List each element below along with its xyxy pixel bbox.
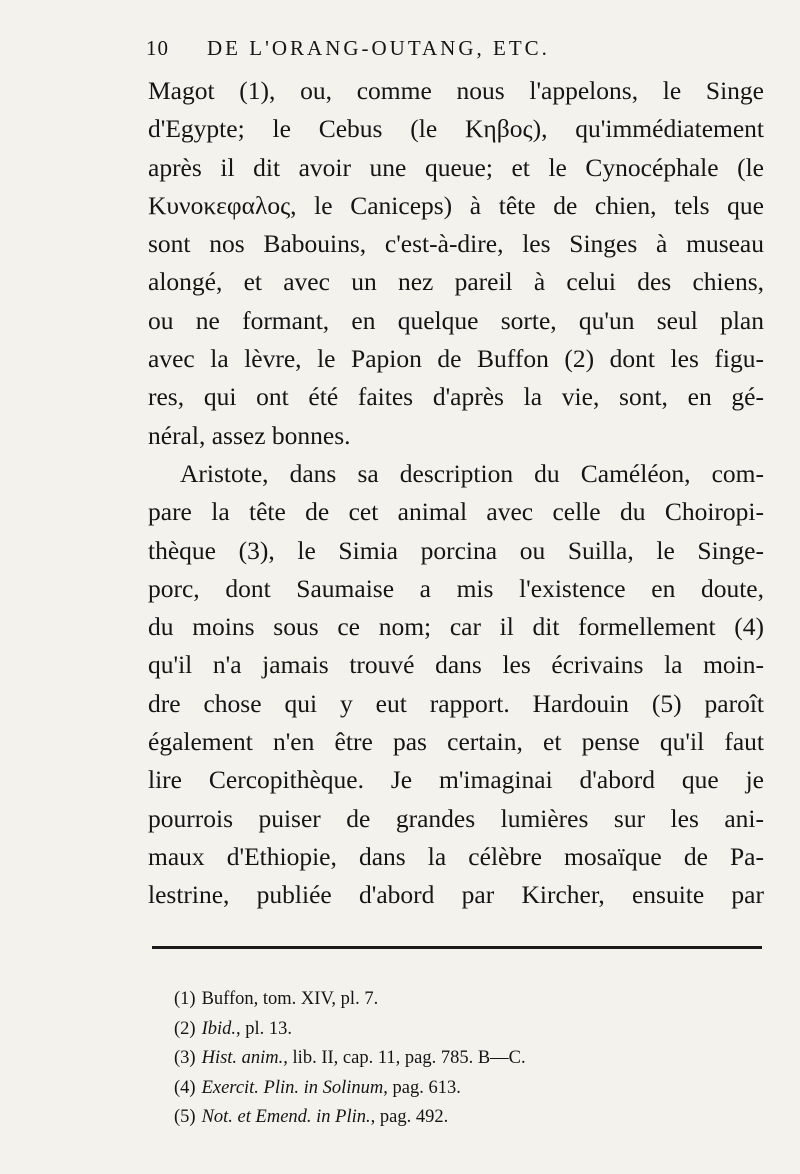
running-header: [146, 36, 766, 64]
text-line: également n'en être pas certain, et pense qu'il faut: [148, 727, 764, 757]
footnote: [174, 1044, 734, 1074]
text-line: d'Egypte; le Cebus (le Κηβος), qu'immédiatement: [148, 114, 764, 144]
footnote-marker: (4): [174, 1077, 196, 1098]
text-line: du moins sous ce nom; car il dit formellement (4): [148, 612, 764, 642]
text-line: porc, dont Saumaise a mis l'existence en doute,: [148, 573, 764, 603]
text-line: ou ne formant, en quelque sorte, qu'un seul plan: [148, 305, 764, 335]
body-text: [148, 72, 764, 915]
text-line: avec la lèvre, le Papion de Buffon (2) dont les figu-: [148, 344, 764, 374]
footnote-ref: Not. et Emend. in Plin.: [201, 1107, 371, 1127]
footnote-ref: Buffon: [201, 989, 254, 1009]
text-line: qu'il n'a jamais trouvé dans les écrivains la moin-: [148, 650, 764, 680]
text-line: maux d'Ethiopie, dans la célèbre mosaïque de Pa-: [148, 841, 764, 871]
footnote-divider: [152, 946, 762, 949]
footnote-rest: , pag. 613.: [383, 1077, 461, 1098]
footnote-marker: (5): [174, 1107, 196, 1127]
text-line: pourrois puiser de grandes lumières sur les ani-: [148, 803, 764, 833]
text-line: alongé, et avec un nez pareil à celui des chiens,: [148, 267, 764, 297]
footnote: [174, 1074, 734, 1104]
text-line: sont nos Babouins, c'est-à-dire, les Singes à museau: [148, 229, 764, 259]
text-line: dre chose qui y eut rapport. Hardouin (5) paroît: [148, 688, 764, 718]
footnote-marker: (3): [174, 1048, 196, 1068]
footnote: [174, 1015, 734, 1045]
footnote-rest: , pl. 13.: [236, 1018, 293, 1039]
footnote-rest: , tom. XIV, pl. 7.: [253, 989, 379, 1009]
footnote-rest: , pag. 492.: [370, 1107, 449, 1127]
text-line: lire Cercopithèque. Je m'imaginai d'abord que je: [148, 765, 764, 795]
footnote: [174, 1103, 734, 1133]
text-line: lestrine, publiée d'abord par Kircher, ensuite par: [148, 880, 764, 910]
text-line: Magot (1), ou, comme nous l'appelons, le Singe: [148, 76, 764, 105]
footnote-marker: (2): [174, 1018, 196, 1039]
footnote-marker: (1): [174, 989, 196, 1009]
footnote-ref: Ibid.: [201, 1018, 237, 1039]
text-line: res, qui ont été faites d'après la vie, sont, en gé-: [148, 382, 764, 412]
text-line: thèque (3), le Simia porcina ou Suilla, le Singe-: [148, 535, 764, 565]
footnotes: [174, 985, 734, 1133]
footnote-ref: Hist. anim.: [201, 1048, 284, 1068]
text-line: après il dit avoir une queue; et le Cynocéphale (le: [148, 152, 764, 182]
footnote-rest: , lib. II, cap. 11, pag. 785. B—C.: [283, 1048, 526, 1068]
page-number: 10: [146, 36, 169, 60]
running-title: DE L'ORANG-OUTANG, ETC.: [207, 36, 550, 60]
text-line: pare la tête de cet animal avec celle du Choiropi-: [148, 497, 764, 527]
footnote: [174, 985, 734, 1015]
footnote-ref: Exercit. Plin. in Solinum: [201, 1077, 384, 1098]
text-line: Aristote, dans sa description du Caméléon, com-: [180, 458, 764, 488]
text-line: Κυνοκεφαλος, le Caniceps) à tête de chien, tels que: [148, 190, 764, 220]
text-line: néral, assez bonnes.: [148, 420, 351, 450]
